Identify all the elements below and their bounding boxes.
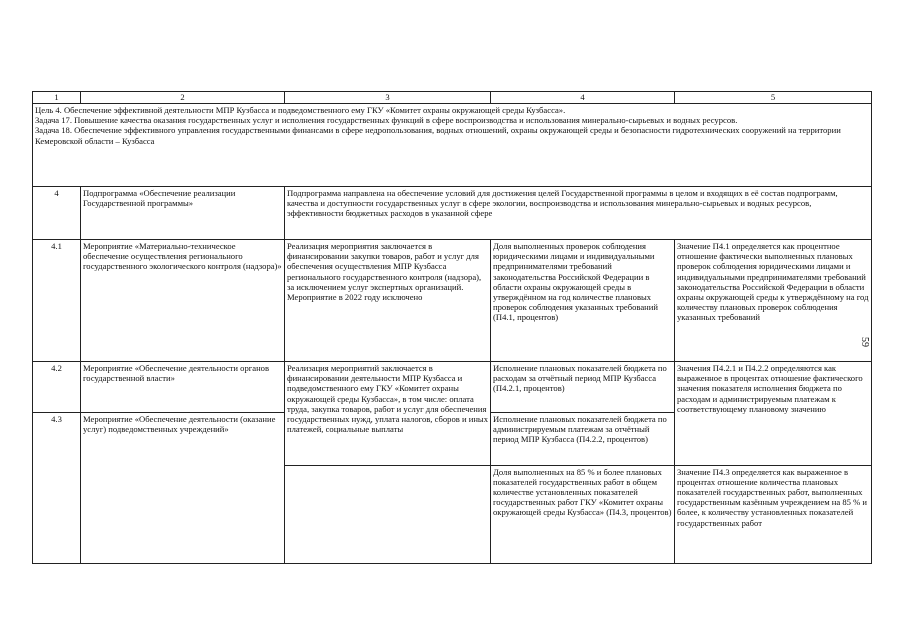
header-col-5: 5 xyxy=(675,92,872,104)
header-col-1: 1 xyxy=(33,92,81,104)
measure-description-text: Реализация мероприятия заключается в финансировании закупки товаров, работ и услуг для обеспечения осуществления МПР Кузбасса регионального государственного контроля (надзора), за исключением услуг экспертных организаций. xyxy=(287,241,482,292)
goal-cell xyxy=(33,104,872,187)
method-cell-shared: Значения П4.2.1 и П4.2.2 определяются как выраженное в процентах отношение фактического значения показателя исполнения бюджета по расходам и администрируемым платежам к соответствующему плановому значению xyxy=(675,362,872,466)
subprogram-row xyxy=(33,187,872,240)
measure-row-4-1 xyxy=(33,240,872,362)
header-col-4: 4 xyxy=(491,92,675,104)
measure-description-shared: Реализация мероприятий заключается в финансировании деятельности МПР Кузбасса и подведомственного ему ГКУ «Комитет охраны окружающей среды Кузбасса», в том числе: оплата труда, закупка товаров, работ и услуг для обеспечения государственных нужд, уплата налогов, сборов и иных платежей, социальные выплаты xyxy=(285,362,491,466)
indicator-cell: Исполнение плановых показателей бюджета по администрируемым платежам за отчётный период МПР Кузбасса (П4.2.2, процентов) xyxy=(491,413,675,466)
measure-name: Мероприятие «Материально-техническое обеспечение осуществления регионального государственного экологического контроля (надзора)» xyxy=(81,240,285,362)
row-number: 4.1 xyxy=(33,240,81,362)
indicator-cell: Доля выполненных на 85 % и более плановых показателей государственных работ в общем количестве установленных показателей государственных работ ГКУ «Комитет охраны окружающей среды Кузбасса» (П4.3, процентов) xyxy=(491,465,675,564)
empty-cell xyxy=(33,465,81,564)
header-col-3: 3 xyxy=(285,92,491,104)
row-number: 4 xyxy=(33,187,81,240)
measure-row-4-3-continued xyxy=(33,465,872,564)
measure-name: Мероприятие «Обеспечение деятельности (оказание услуг) подведомственных учреждений» xyxy=(81,413,285,466)
task-18-text: Задача 18. Обеспечение эффективного управления государственными финансами в сфере недропользования, водных отношений, охраны окружающей среды и безопасности гидротехнических сооружений на территории Кемеровской области – Кузбасса xyxy=(35,125,841,146)
method-cell: Значение П4.3 определяется как выраженное в процентах отношение количества плановых показателей государственных работ, выполненных государственным казённым учреждением на 85 % и более, к количеству установленных показателей государственных работ xyxy=(675,465,872,564)
measure-row-4-2 xyxy=(33,362,872,413)
row-number: 4.3 xyxy=(33,413,81,466)
goal-text: Цель 4. Обеспечение эффективной деятельности МПР Кузбасса и подведомственного ему ГКУ «Комитет охраны окружающей среды Кузбасса». xyxy=(35,105,566,115)
indicator-cell: Исполнение плановых показателей бюджета по расходам за отчётный период МПР Кузбасса (П4.2.1, процентов) xyxy=(491,362,675,413)
measure-note: Мероприятие в 2022 году исключено xyxy=(287,292,423,303)
indicator-cell: Доля выполненных проверок соблюдения юридическими лицами и индивидуальными предпринимателями требований законодательства Российской Федерации в области охраны окружающей среды в утверждённом на год количестве плановых проверок соблюдения указанных требований (П4.1, процентов) xyxy=(491,240,675,362)
subprogram-description: Подпрограмма направлена на обеспечение условий для достижения целей Государственной программы в целом и входящих в её состав подпрограмм, качества и доступности государственных услуг в сфере экологии, воспроизводства и использования минерально-сырьевых и водных ресурсов, эффективности бюджетных расходов в указанной сфере xyxy=(285,187,872,240)
measure-name: Мероприятие «Обеспечение деятельности органов государственной власти» xyxy=(81,362,285,413)
header-col-2: 2 xyxy=(81,92,285,104)
task-17-text: Задача 17. Повышение качества оказания государственных услуг и исполнения государственных функций в сфере воспроизводства и использования минерально-сырьевых и водных ресурсов. xyxy=(35,115,738,126)
row-number: 4.2 xyxy=(33,362,81,413)
measure-description xyxy=(285,240,491,362)
goal-row xyxy=(33,104,872,187)
empty-cell xyxy=(81,465,285,564)
page-number: 59 xyxy=(859,337,870,347)
program-table xyxy=(32,91,872,564)
empty-cell xyxy=(285,465,491,564)
header-row xyxy=(33,92,872,104)
method-cell: Значение П4.1 определяется как процентное отношение фактически выполненных плановых проверок соблюдения юридическими лицами и индивидуальными предпринимателями требований законодательства Российской Федерации в области охраны окружающей среды к утверждённому на год количеству плановых проверок соблюдения указанных требований xyxy=(675,240,872,362)
subprogram-name: Подпрограмма «Обеспечение реализации Государственной программы» xyxy=(81,187,285,240)
